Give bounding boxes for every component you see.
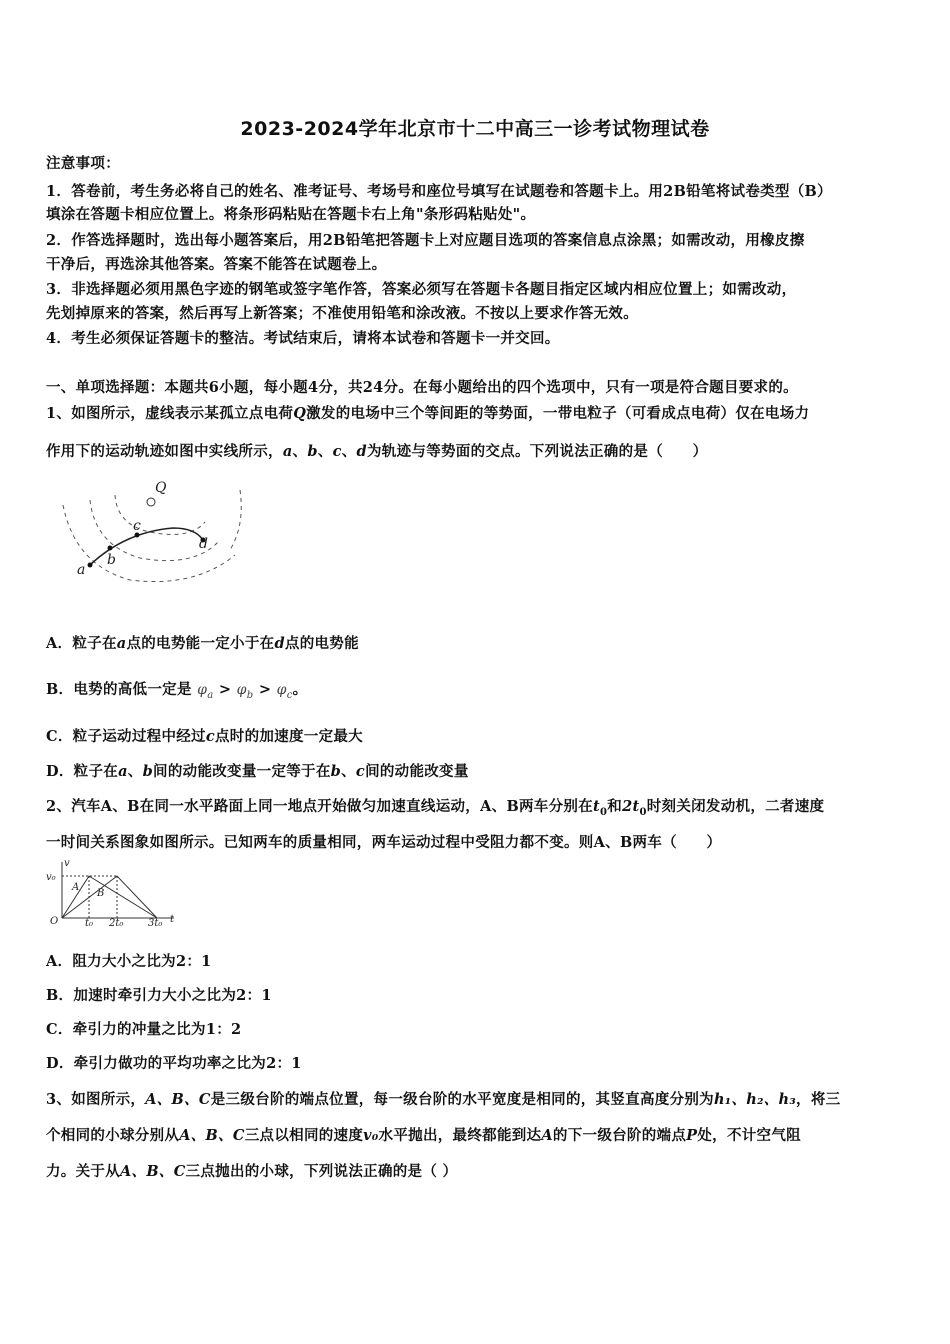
q1-field-diagram: [55, 470, 255, 590]
equipotential-inner: [115, 495, 205, 534]
charge-q: [147, 498, 155, 506]
label-a-line: A: [72, 882, 80, 893]
label-t: t: [170, 914, 175, 925]
q2-option-c: C．牵引力的冲量之比为1：2: [46, 1021, 242, 1038]
notice-line-5: 3．非选择题必须用黑色字迹的钢笔或签字笔作答，答案必须写在答题卡各题目指定区域内相应位置上；如需改动，: [46, 281, 797, 298]
label-3t0: 3t₀: [148, 918, 163, 926]
notice-line-6: 先划掉原来的答案，然后再写上新答案；不准使用铅笔和涂改液。不按以上要求作答无效。: [46, 305, 638, 322]
label-2t0: 2t₀: [109, 918, 124, 926]
label-b-line: B: [97, 888, 105, 899]
equipotential-outer: [63, 505, 235, 582]
label-o: O: [50, 916, 59, 926]
q3-stem-line-1: 3、如图所示，A、B、C是三级台阶的端点位置，每一级台阶的水平宽度是相同的，其竖直高度分别为h₁、h₂、h₃，将三: [46, 1091, 841, 1108]
label-v0: v₀: [46, 872, 56, 883]
q1-option-c: C．粒子运动过程中经过c点时的加速度一定最大: [46, 728, 363, 745]
q2-option-b: B．加速时牵引力大小之比为2：1: [46, 987, 272, 1004]
notice-heading: 注意事项：: [46, 155, 120, 172]
q1-stem-line-1: 1、如图所示，虚线表示某孤立点电荷Q激发的电场中三个等间距的等势面，一带电粒子（可看成点电荷）仅在电场力: [46, 405, 810, 422]
notice-line-7: 4．考生必须保证答题卡的整洁。考试结束后，请将本试卷和答题卡一并交回。: [46, 330, 560, 347]
phi-a: $\varphi_a$: [197, 682, 214, 701]
point-b: [108, 546, 113, 551]
q2-option-d: D．牵引力做功的平均功率之比为2：1: [46, 1055, 302, 1072]
page-title: 2023-2024学年北京市十二中高三一诊考试物理试卷: [240, 118, 710, 140]
label-v: v: [64, 858, 70, 869]
label-q: Q: [155, 480, 167, 496]
label-c: c: [133, 518, 141, 534]
label-d: d: [199, 536, 208, 552]
q2-stem-line-2: 一时间关系图象如图所示。已知两车的质量相同，两车运动过程中受阻力都不变。则A、B两车（ ）: [46, 834, 722, 851]
q1-option-b: B．电势的高低一定是 $\varphi_a > \varphi_b > \varphi_c$。: [46, 681, 308, 701]
q2-vt-graph: [42, 858, 182, 926]
q1-stem-line-2: 作用下的运动轨迹如图中实线所示，a、b、c、d为轨迹与等势面的交点。下列说法正确的是（ ）: [46, 443, 708, 460]
q3-stem-line-2: 个相同的小球分别从A、B、C三点以相同的速度v₀水平抛出，最终都能到达A的下一级台阶的端点P处，不计空气阻: [46, 1127, 801, 1144]
q1-option-d: D．粒子在a、b间的动能改变量一定等于在b、c间的动能改变量: [46, 763, 469, 780]
label-b: b: [107, 552, 116, 568]
label-t0: t₀: [85, 918, 94, 926]
label-a: a: [77, 562, 86, 578]
q1-option-a: A．粒子在a点的电势能一定小于在d点的电势能: [46, 635, 359, 652]
notice-line-1: 1．答卷前，考生务必将自己的姓名、准考证号、考场号和座位号填写在试题卷和答题卡上。用2B铅笔将试卷类型（B）: [46, 183, 832, 200]
point-a: [88, 563, 93, 568]
notice-line-3: 2．作答选择题时，选出每小题答案后，用2B铅笔把答题卡上对应题目选项的答案信息点涂黑；如需改动，用橡皮擦: [46, 232, 805, 249]
q2-stem-line-1: 2、汽车A、B在同一水平路面上同一地点开始做匀加速直线运动，A、B两车分别在$t_0$和$2t_0$时刻关闭发动机，二者速度: [46, 798, 825, 818]
notice-line-4: 干净后，再选涂其他答案。答案不能答在试题卷上。: [46, 256, 387, 273]
equipotential-outer-right: [230, 490, 241, 550]
phi-b: $\varphi_b$: [236, 682, 254, 701]
section-heading: 一、单项选择题：本题共6小题，每小题4分，共24分。在每小题给出的四个选项中，只有一项是符合题目要求的。: [46, 379, 798, 396]
q2-option-a: A．阻力大小之比为2：1: [46, 953, 212, 970]
notice-line-2: 填涂在答题卡相应位置上。将条形码粘贴在答题卡右上角"条形码粘贴处"。: [46, 206, 536, 223]
phi-c: $\varphi_c$: [276, 682, 293, 701]
q3-stem-line-3: 力。关于从A、B、C三点抛出的小球，下列说法正确的是（ ）: [46, 1163, 458, 1180]
